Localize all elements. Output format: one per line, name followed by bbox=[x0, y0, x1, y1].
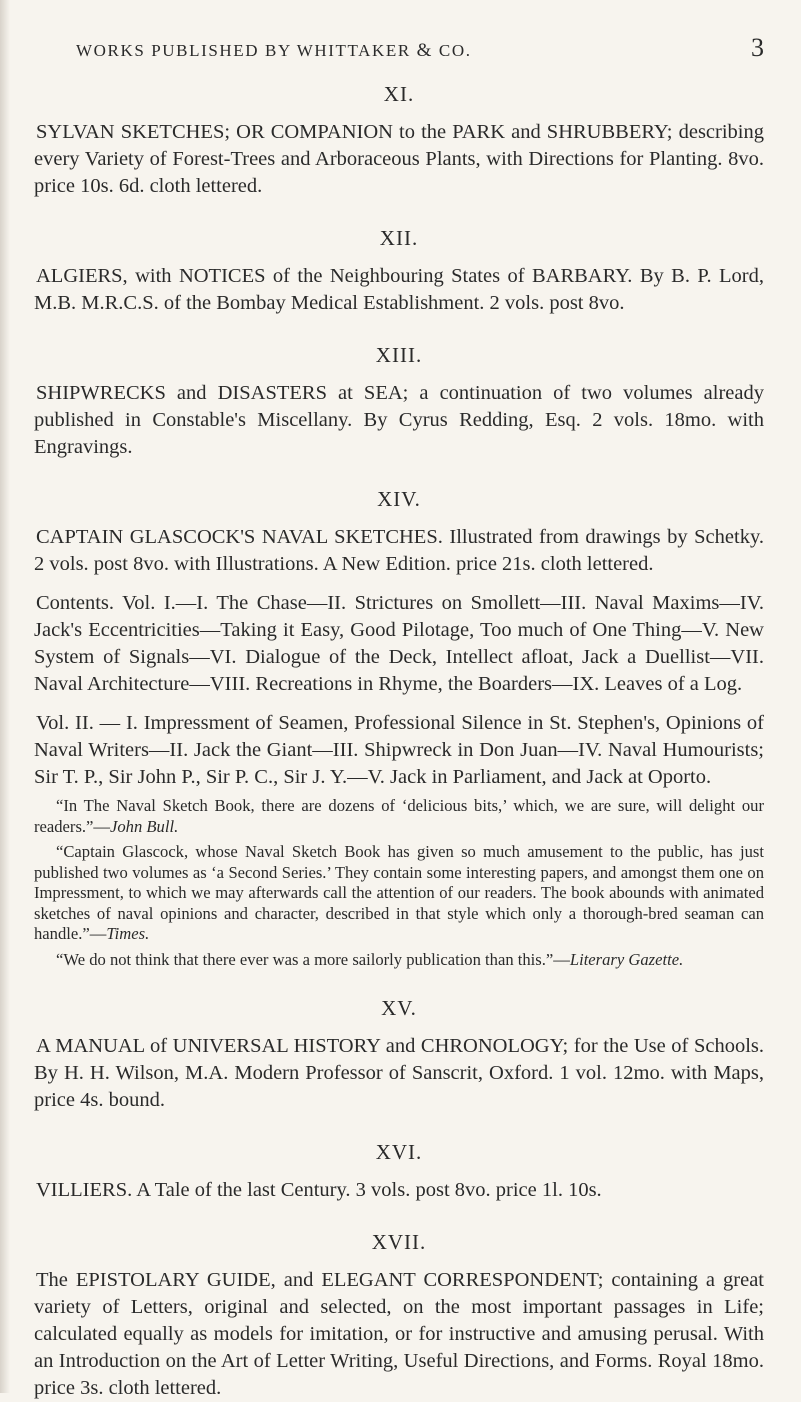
page-number: 3 bbox=[751, 33, 764, 62]
entry-description: CAPTAIN GLASCOCK'S NAVAL SKETCHES. Illustrated from drawings by Schetky. 2 vols. post 8vo. with Illustrations. A New Edition. price 21s. cloth lettered. bbox=[34, 526, 764, 575]
entry-description: VILLIERS. A Tale of the last Century. 3 vols. post 8vo. price 1l. 10s. bbox=[36, 1179, 602, 1201]
page-gutter-shadow bbox=[0, 0, 10, 1393]
review-quote bbox=[34, 842, 764, 945]
running-title bbox=[76, 40, 472, 62]
book-page bbox=[34, 0, 764, 1402]
review-quote bbox=[34, 796, 764, 837]
review-text: “We do not think that there ever was a more sailorly publication than this.”— bbox=[56, 949, 570, 969]
entry-numeral: XVII. bbox=[371, 1230, 427, 1254]
review-quote bbox=[34, 950, 764, 971]
review-source: Literary Gazette. bbox=[569, 949, 684, 969]
entry-numeral: XI. bbox=[383, 82, 415, 106]
entry-contents-vol-2: Vol. II. — I. Impressment of Seamen, Professional Silence in St. Stephen's, Opinions of Naval Writers—II. Jack the Giant—III. Shipwreck in Don Juan—IV. Naval Humourists; Sir T. P., Sir John P., Sir P. C., Sir J. Y.—V. Jack in Parliament, and Jack at Oporto. bbox=[34, 712, 764, 788]
entry-description: A MANUAL of UNIVERSAL HISTORY and CHRONOLOGY; for the Use of Schools. By H. H. Wilson, M.A. Modern Professor of Sanscrit, Oxford. 1 vol. 12mo. with Maps, price 4s. bound. bbox=[34, 1035, 764, 1111]
entry-numeral: XII. bbox=[379, 226, 419, 250]
running-title-ampersand: & bbox=[416, 40, 434, 61]
entry-xi bbox=[34, 82, 764, 200]
entry-numeral: XV. bbox=[381, 996, 417, 1020]
entry-numeral: XIII. bbox=[375, 343, 423, 367]
entry-xvi bbox=[34, 1140, 764, 1204]
entry-xii bbox=[34, 226, 764, 317]
entry-xiv bbox=[34, 487, 764, 970]
review-source: Times. bbox=[106, 924, 150, 943]
entry-description: SYLVAN SKETCHES; OR COMPANION to the PARK and SHRUBBERY; describing every Variety of Forest-Trees and Arboraceous Plants, with Directions for Planting. 8vo. price 10s. 6d. cloth lettered. bbox=[34, 121, 764, 197]
running-title-end: CO. bbox=[438, 41, 472, 60]
entry-xv bbox=[34, 996, 764, 1114]
entry-xiii bbox=[34, 343, 764, 461]
review-text: “Captain Glascock, whose Naval Sketch Book has given so much amusement to the public, has just published two volumes as ‘a Second Series.’ They contain some interesting papers, and amongst them one on Impressment, to which we may afterwards call the attention of our readers. The book abounds with animated sketches of naval opinions and character, described in that style which only a thorough-bred seaman can handle.”— bbox=[34, 842, 764, 943]
running-head bbox=[34, 0, 764, 62]
entry-numeral: XIV. bbox=[377, 487, 421, 511]
entry-xvii bbox=[34, 1230, 764, 1402]
entry-contents-vol-1: Contents. Vol. I.—I. The Chase—II. Strictures on Smollett—III. Naval Maxims—IV. Jack's Eccentricities—Taking it Easy, Good Pilotage, Too much of One Thing—V. New System of Signals—VI. Dialogue of the Deck, Intellect afloat, Jack a Duellist—VII. Naval Architecture—VIII. Recreations in Rhyme, the Boarders—IX. Leaves of a Log. bbox=[34, 592, 764, 695]
entry-description: ALGIERS, with NOTICES of the Neighbouring States of BARBARY. By B. P. Lord, M.B. M.R.C.S. of the Bombay Medical Establishment. 2 vols. post 8vo. bbox=[34, 265, 764, 314]
review-text: “In The Naval Sketch Book, there are dozens of ‘delicious bits,’ which, we are sure, will delight our readers.”— bbox=[34, 796, 764, 836]
review-source: John Bull. bbox=[110, 816, 179, 836]
entry-description: SHIPWRECKS and DISASTERS at SEA; a continuation of two volumes already published in Constable's Miscellany. By Cyrus Redding, Esq. 2 vols. 18mo. with Engravings. bbox=[34, 382, 764, 458]
entry-numeral: XVI. bbox=[375, 1140, 423, 1164]
entry-description: The EPISTOLARY GUIDE, and ELEGANT CORRESPONDENT; containing a great variety of Letters, original and selected, on the most important passages in Life; calculated equally as models for imitation, or for instructive and amusing perusal. With an Introduction on the Art of Letter Writing, Useful Directions, and Forms. Royal 18mo. price 3s. cloth lettered. bbox=[34, 1269, 764, 1399]
running-title-text: WORKS PUBLISHED BY WHITTAKER bbox=[76, 41, 411, 60]
